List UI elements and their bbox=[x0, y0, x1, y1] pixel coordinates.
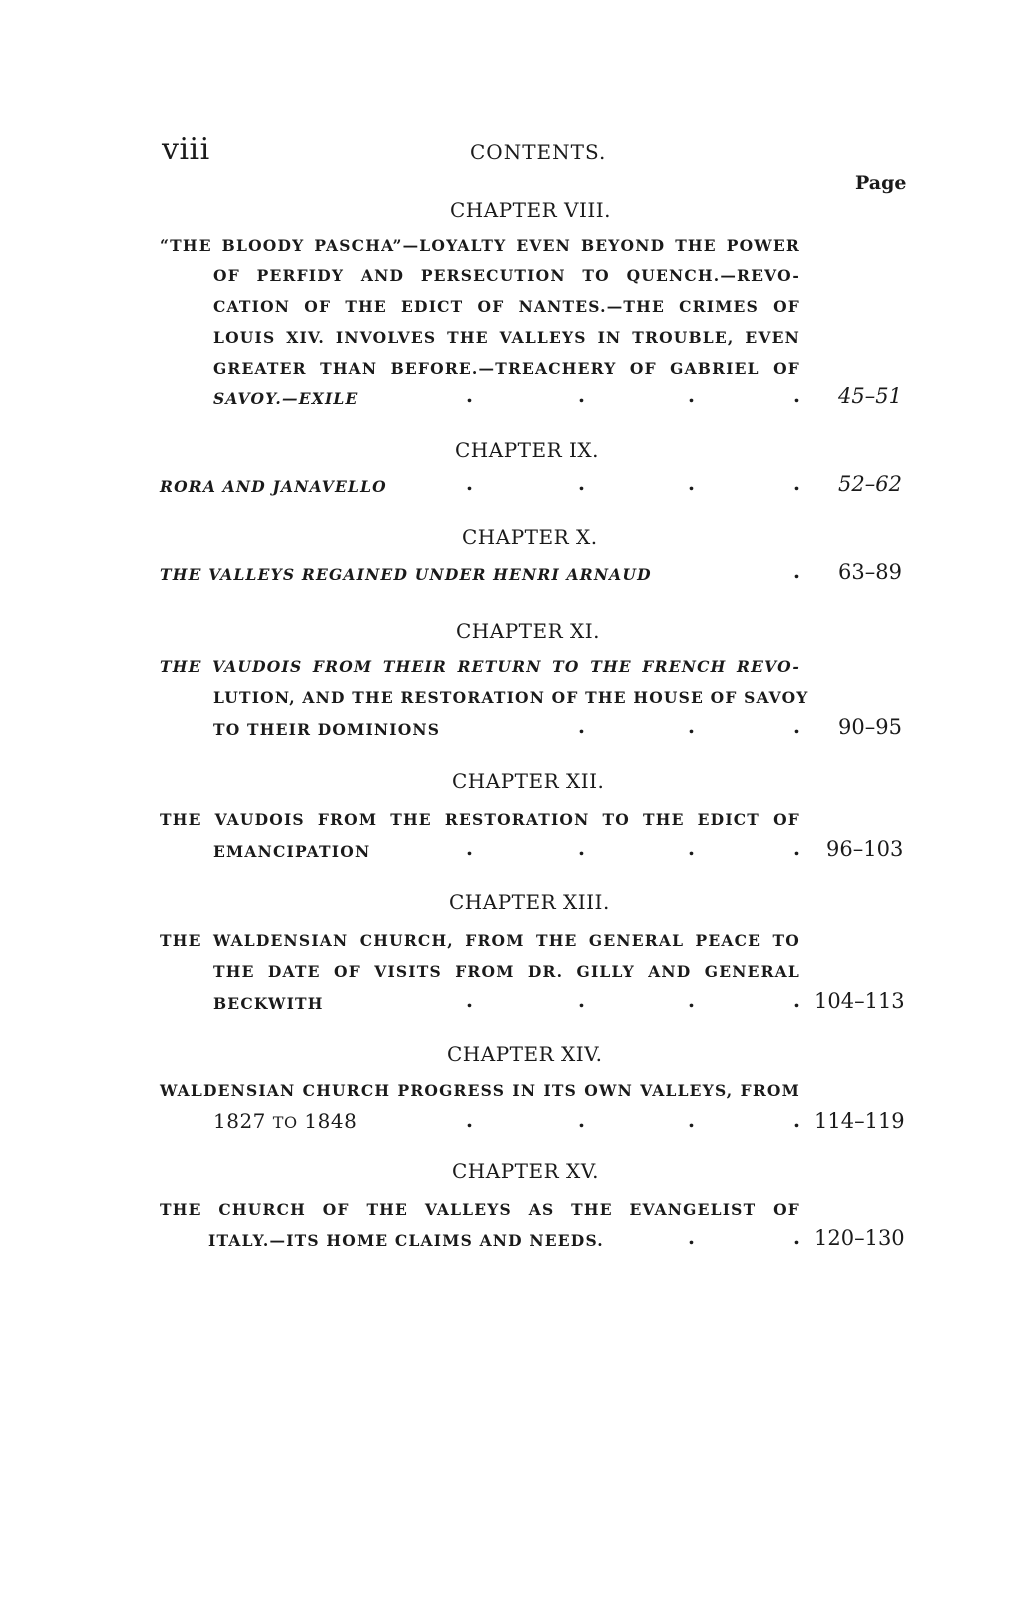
to-word: TO bbox=[272, 1113, 298, 1132]
entry-line: THE VALLEYS REGAINED UNDER HENRI ARNAUD bbox=[160, 565, 652, 584]
entry-line: BECKWITH bbox=[213, 994, 324, 1013]
page-range: 45–51 bbox=[838, 384, 902, 408]
page-number: viii bbox=[162, 132, 210, 167]
page-range: 120–130 bbox=[814, 1226, 905, 1250]
entry-line: THE DATE OF VISITS FROM DR. GILLY AND GENERAL bbox=[213, 962, 800, 981]
page-range: 114–119 bbox=[814, 1109, 905, 1133]
entry-line-years bbox=[213, 1109, 357, 1133]
year-to: 1848 bbox=[304, 1109, 358, 1133]
chapter-heading: CHAPTER X. bbox=[462, 525, 598, 549]
entry-line: OF PERFIDY AND PERSECUTION TO QUENCH.—REVO- bbox=[213, 266, 800, 285]
running-title: CONTENTS. bbox=[470, 140, 607, 164]
entry-line: WALDENSIAN CHURCH PROGRESS IN ITS OWN VALLEYS, FROM bbox=[160, 1081, 800, 1100]
book-page: viii CONTENTS. Page CHAPTER VIII. “THE BLOODY PASCHA”—LOYALTY EVEN BEYOND THE POWER OF PERFIDY AND PERSECUTION TO QUENCH.—REVO- CATION OF THE EDICT OF NANTES.—THE CRIMES OF LOUIS XIV. INVOLVES THE VALLEYS IN TROUBLE, EVEN GREATER THAN BEFORE.—TREACHERY OF GABRIEL OF SAVOY.—EXILE . . . . 45–51 CHAPTER IX. RORA AND JANAVELLO . . . . 52–62 CHAPTER X. THE VALLEYS REGAINED UNDER HENRI ARNAUD . 63–89 CHAPTER XI. THE VAUDOIS FROM THEIR RETURN TO THE FRENCH REVO- LUTION, AND THE RESTORATION OF THE HOUSE OF SAVOY TO THEIR DOMINIONS . . . 90–95 CHAPTER XII. THE VAUDOIS FROM THE RESTORATION TO THE EDICT OF EMANCIPATION . . . . 96–103 CHAPTER XIII. THE WALDENSIAN CHURCH, FROM THE GENERAL PEACE TO THE DATE OF VISITS FROM DR. GILLY AND GENERAL BECKWITH . . . . 104–113 CHAPTER XIV. WALDENSIAN CHURCH PROGRESS IN ITS OWN VALLEYS, FROM 1827 TO 1848 . . . . 114–119 CHAPTER XV. THE CHURCH OF THE VALLEYS AS THE EVANGELIST OF ITALY.—ITS HOME CLAIMS AND NEEDS. . . 120–130 bbox=[160, 132, 907, 1250]
chapter-heading: CHAPTER XI. bbox=[456, 619, 600, 643]
entry-line: THE VAUDOIS FROM THE RESTORATION TO THE EDICT OF bbox=[160, 810, 800, 829]
entry-line: THE CHURCH OF THE VALLEYS AS THE EVANGELIST OF bbox=[160, 1200, 800, 1219]
entry-line: EMANCIPATION bbox=[213, 842, 371, 861]
page-range: 104–113 bbox=[814, 989, 905, 1013]
chapter-heading: CHAPTER VIII. bbox=[450, 198, 612, 222]
chapter-heading: CHAPTER XV. bbox=[452, 1159, 600, 1183]
chapter-heading: CHAPTER IX. bbox=[455, 438, 599, 462]
entry-line: THE VAUDOIS FROM THEIR RETURN TO THE FRENCH REVO- bbox=[160, 657, 800, 676]
entry-line: “THE BLOODY PASCHA”—LOYALTY EVEN BEYOND THE POWER bbox=[160, 236, 800, 255]
chapter-heading: CHAPTER XIII. bbox=[449, 890, 610, 914]
year-from: 1827 bbox=[213, 1109, 266, 1133]
page-range: 52–62 bbox=[838, 472, 902, 496]
entry-line: THE WALDENSIAN CHURCH, FROM THE GENERAL PEACE TO bbox=[160, 931, 800, 950]
entry-line: ITALY.—ITS HOME CLAIMS AND NEEDS. bbox=[208, 1231, 604, 1250]
page-column-label: Page bbox=[855, 172, 907, 194]
entry-line: LUTION, AND THE RESTORATION OF THE HOUSE OF SAVOY bbox=[213, 688, 809, 707]
entry-line: CATION OF THE EDICT OF NANTES.—THE CRIMES OF bbox=[213, 297, 800, 316]
chapter-heading: CHAPTER XIV. bbox=[447, 1042, 603, 1066]
page-range: 96–103 bbox=[826, 837, 904, 861]
page-range: 63–89 bbox=[838, 560, 902, 584]
entry-line: RORA AND JANAVELLO bbox=[160, 477, 387, 496]
entry-line: GREATER THAN BEFORE.—TREACHERY OF GABRIEL OF bbox=[213, 359, 800, 378]
entry-line: TO THEIR DOMINIONS bbox=[213, 720, 441, 739]
page-range: 90–95 bbox=[838, 715, 902, 739]
entry-line: LOUIS XIV. INVOLVES THE VALLEYS IN TROUBLE, EVEN bbox=[213, 328, 800, 347]
chapter-heading: CHAPTER XII. bbox=[452, 769, 605, 793]
entry-line: SAVOY.—EXILE bbox=[213, 389, 359, 408]
